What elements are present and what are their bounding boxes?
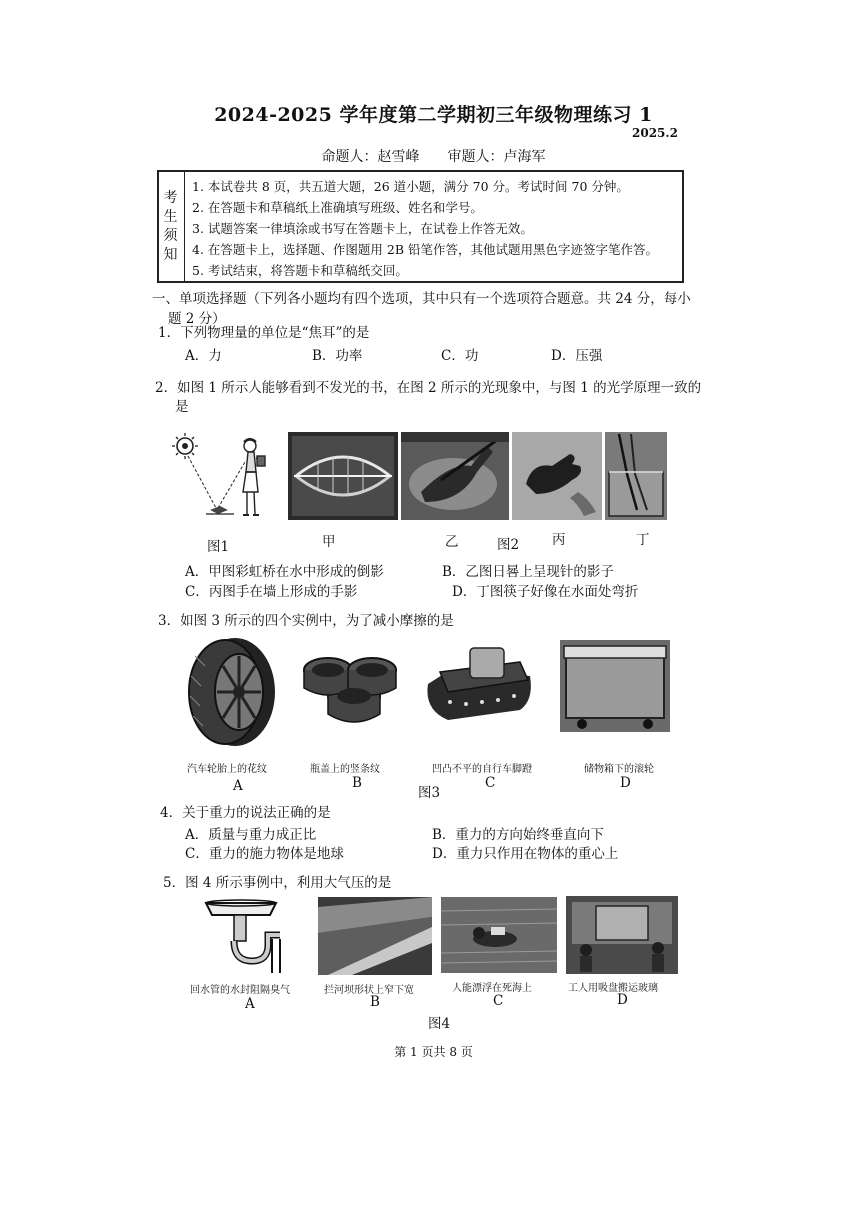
- figure-4-caption: 图4: [428, 1016, 451, 1032]
- q1-option-a: A．力: [185, 348, 222, 364]
- exam-date: 2025.2: [632, 126, 678, 140]
- fig2-label-ding: 丁: [636, 532, 650, 548]
- q2-option-b: B．乙图日晷上呈现针的影子: [442, 564, 614, 580]
- notice-label-char: 生: [163, 208, 178, 225]
- q3-letter-a: A: [233, 778, 243, 794]
- q5-stem: 5．图 4 所示事例中，利用大气压的是: [163, 875, 392, 891]
- q2-stem-cont: 是: [175, 399, 189, 415]
- q5-caption-d: 工人用吸盘搬运玻璃: [568, 983, 658, 994]
- notice-label: [157, 170, 185, 283]
- q3-letter-b: B: [352, 775, 362, 791]
- q3-caption-d: 储物箱下的滚轮: [584, 764, 654, 775]
- photo-hand-shadow: [512, 432, 602, 520]
- figure-3-caption: 图3: [418, 785, 441, 801]
- q2-option-c: C．丙图手在墙上形成的手影: [185, 584, 358, 600]
- photo-bicycle-pedal: [420, 640, 536, 724]
- q5-letter-d: D: [617, 992, 628, 1008]
- notice-label-char: 考: [163, 189, 178, 206]
- page-title: 2024-2025 学年度第二学期初三年级物理练习 1: [214, 104, 653, 126]
- girl-figure-icon: [243, 439, 265, 515]
- q1-option-c: C．功: [441, 348, 479, 364]
- q4-option-b: B．重力的方向始终垂直向下: [432, 827, 604, 843]
- q5-letter-b: B: [370, 994, 380, 1010]
- q5-caption-c: 人能漂浮在死海上: [452, 983, 532, 994]
- photo-rainbow-bridge-reflection: [288, 432, 398, 520]
- q1-option-b: B．功率: [312, 348, 363, 364]
- q4-option-d: D．重力只作用在物体的重心上: [432, 846, 619, 862]
- authors-line: 命题人：赵雪峰 审题人：卢海军: [321, 149, 546, 165]
- section-heading: 一、单项选择题（下列各小题均有四个选项，其中只有一个选项符合题意。共 24 分，每小: [152, 291, 691, 307]
- book-icon: [206, 506, 234, 514]
- q5-caption-a: 回水管的水封阻隔臭气: [190, 985, 290, 996]
- sink-water-trap-illustration: [200, 895, 284, 975]
- photo-suction-cup-glass: [566, 896, 678, 974]
- q1-stem: 1．下列物理量的单位是“焦耳”的是: [158, 325, 370, 341]
- figure-1-caption: 图1: [207, 539, 230, 555]
- q5-caption-b: 拦河坝形状上窄下宽: [324, 985, 414, 996]
- fig2-label-yi: 乙: [445, 534, 459, 550]
- q3-letter-d: D: [620, 775, 631, 791]
- q2-option-d: D．丁图筷子好像在水面处弯折: [452, 584, 639, 600]
- notice-item: 2. 在答题卡和草稿纸上准确填写班级、姓名和学号。: [192, 200, 483, 215]
- q1-option-d: D．压强: [551, 348, 603, 364]
- notice-label-char: 知: [163, 246, 178, 263]
- figure-1-illustration: [168, 432, 278, 524]
- q3-caption-b: 瓶盖上的竖条纹: [310, 764, 380, 775]
- notice-item: 5. 考试结束，将答题卡和草稿纸交回。: [192, 263, 408, 278]
- notice-item: 4. 在答题卡上，选择题、作图题用 2B 铅笔作答，其他试题用黑色字迹签字笔作答。: [192, 242, 658, 257]
- q2-stem: 2．如图 1 所示人能够看到不发光的书，在图 2 所示的光现象中，与图 1 的光学原理一致的: [155, 380, 702, 396]
- section-heading-cont: 题 2 分）: [168, 311, 226, 327]
- fig2-label-bing: 丙: [552, 532, 566, 548]
- notice-item: 3. 试题答案一律填涂或书写在答题卡上，在试卷上作答无效。: [192, 221, 533, 236]
- photo-chopsticks-bent: [605, 432, 667, 520]
- fig2-label-jia: 甲: [322, 534, 336, 550]
- q2-option-a: A．甲图彩虹桥在水中形成的倒影: [185, 564, 384, 580]
- notice-list: [192, 176, 658, 281]
- photo-river-dam: [318, 897, 432, 975]
- photo-tire-tread: [185, 636, 277, 748]
- q5-letter-c: C: [493, 993, 504, 1009]
- q4-option-a: A．质量与重力成正比: [185, 827, 317, 843]
- q3-stem: 3．如图 3 所示的四个实例中，为了减小摩擦的是: [158, 613, 454, 629]
- q4-option-c: C．重力的施力物体是地球: [185, 846, 344, 862]
- q5-letter-a: A: [245, 996, 255, 1012]
- q3-caption-a: 汽车轮胎上的花纹: [187, 764, 267, 775]
- q3-letter-c: C: [485, 775, 496, 791]
- sun-icon: [172, 433, 198, 459]
- notice-label-char: 须: [163, 227, 178, 244]
- photo-bottle-caps: [298, 644, 408, 726]
- photo-sundial-shadow: [401, 432, 509, 520]
- q3-caption-c: 凹凸不平的自行车脚蹬: [432, 764, 532, 775]
- figure-2-caption: 图2: [497, 537, 520, 553]
- photo-floating-dead-sea: [441, 897, 557, 973]
- page-number: 第 1 页共 8 页: [394, 1045, 473, 1059]
- notice-item: 1. 本试卷共 8 页，共五道大题，26 道小题，满分 70 分。考试时间 70 分钟。: [192, 179, 629, 194]
- q4-stem: 4．关于重力的说法正确的是: [160, 805, 331, 821]
- photo-storage-box-wheels: [560, 640, 670, 732]
